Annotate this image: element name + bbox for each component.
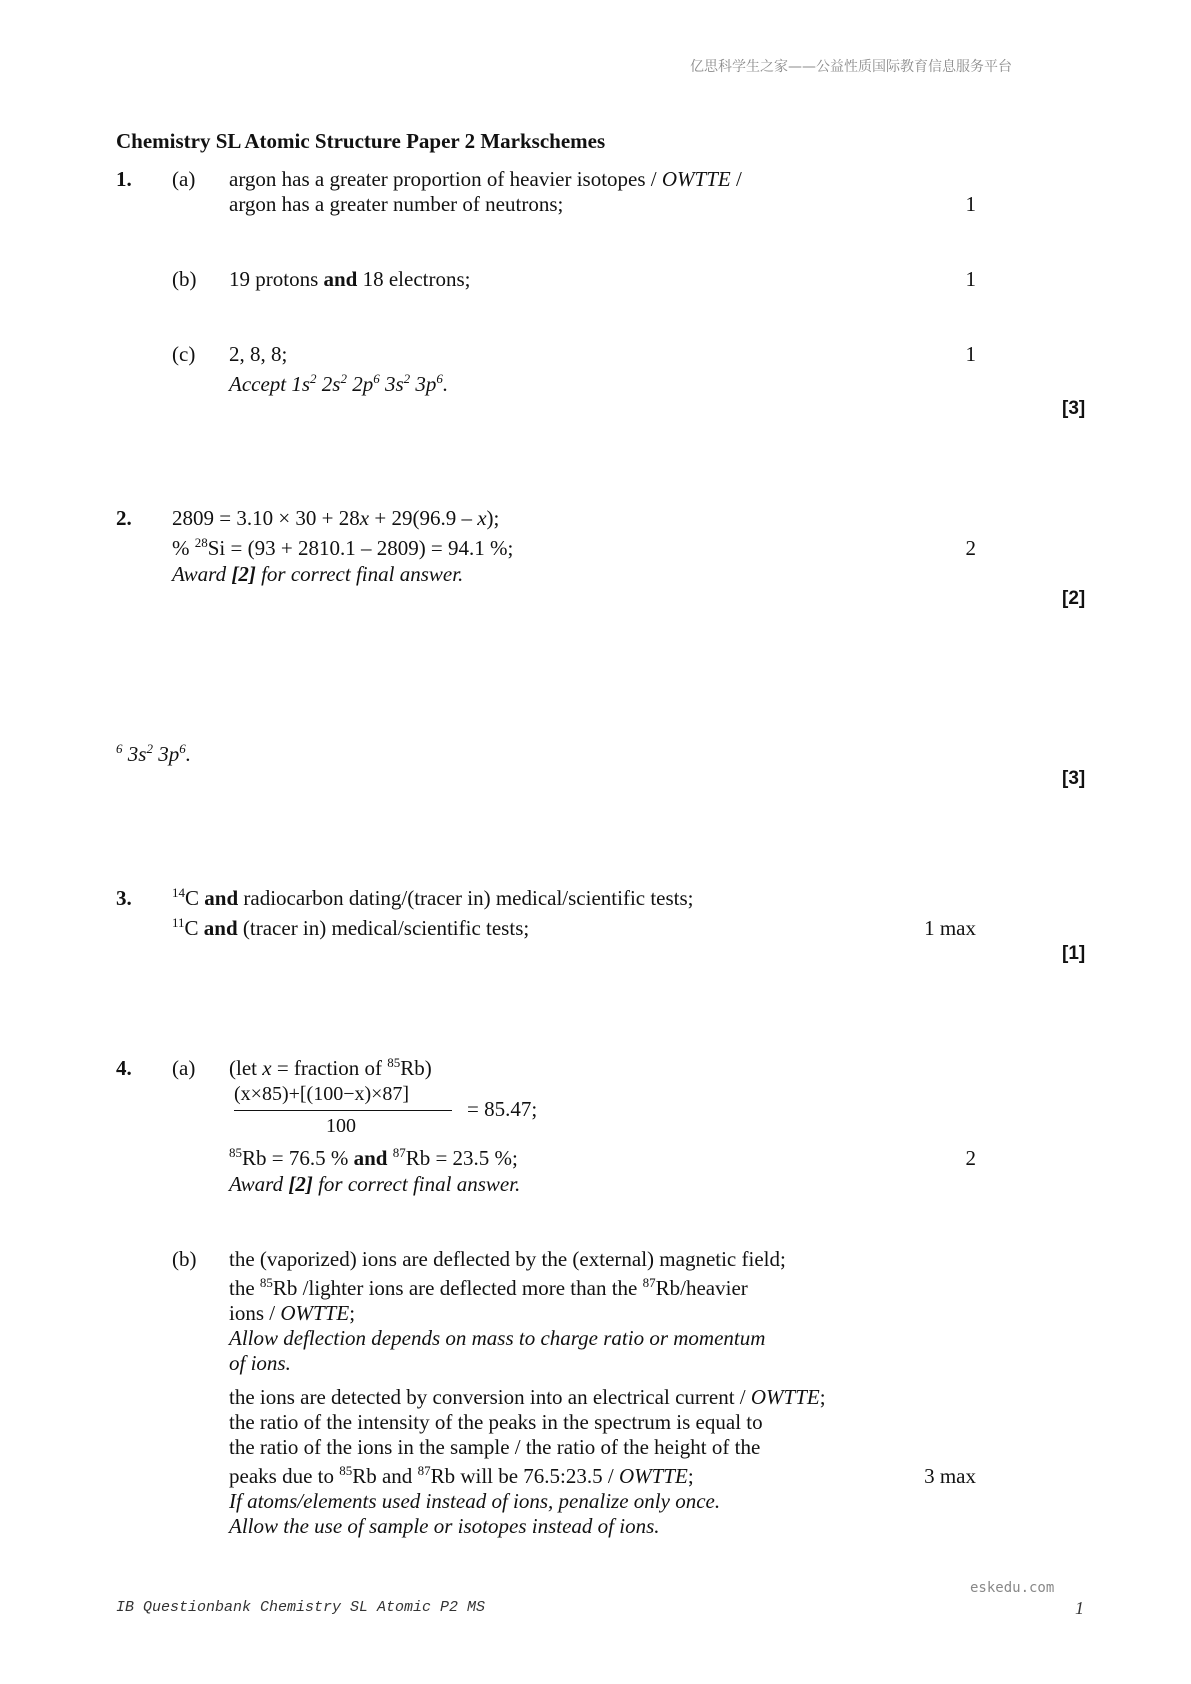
- answer-1a-line2: argon has a greater number of neutrons;: [229, 192, 564, 216]
- fraction-equals: = 85.47;: [467, 1097, 538, 1121]
- mark-3: 1 max: [924, 916, 976, 940]
- answer-4b-line2: the $^{85}$Rb /lighter ions are deflected more than the $^{87}$Rb/heavier: [229, 1275, 748, 1300]
- answer-3-line2: $^{11}$C and (tracer in) medical/scientific tests;: [172, 915, 530, 940]
- answer-4b-p2-line1: the ions are detected by conversion into an electrical current / OWTTE;: [229, 1385, 826, 1409]
- award-note-2: Award [2] for correct final answer.: [172, 562, 464, 586]
- answer-4a-let: (let x = fraction of $^{85}$Rb): [229, 1055, 432, 1080]
- answer-1b: 19 protons and 18 electrons;: [229, 267, 471, 291]
- answer-2-line2: % $^{28}$Si = (93 + 2810.1 – 2809) = 94.1 %;: [172, 535, 514, 560]
- answer-1c: 2, 8, 8;: [229, 342, 288, 366]
- award-note-4a: Award [2] for correct final answer.: [229, 1172, 521, 1196]
- total-marks-fragment: [3]: [1062, 768, 1086, 789]
- brand-watermark: eskedu.com: [970, 1580, 1055, 1596]
- mark-4b: 3 max: [924, 1464, 976, 1488]
- part-label-4b: (b): [172, 1247, 197, 1271]
- total-marks-3: [1]: [1062, 943, 1086, 964]
- mark-2: 2: [965, 536, 976, 560]
- stray-fragment: $^6$ $3s^2$ $3p^6$.: [116, 741, 191, 766]
- page-title: Chemistry SL Atomic Structure Paper 2 Markschemes: [116, 129, 606, 153]
- accept-note-1c: Accept $1s^2$ $2s^2$ $2p^6$ $3s^2$ $3p^6$.: [229, 371, 449, 396]
- note-4b-line2: Allow the use of sample or isotopes instead of ions.: [229, 1514, 660, 1538]
- answer-4b-part1: [229, 1247, 786, 1376]
- answer-4b-line1: the (vaporized) ions are deflected by the (external) magnetic field;: [229, 1247, 786, 1271]
- mark-1b: 1: [965, 267, 976, 291]
- note-4b-line1: If atoms/elements used instead of ions, penalize only once.: [229, 1489, 721, 1513]
- part-label-4a: (a): [172, 1056, 196, 1080]
- answer-2-line1: 2809 = 3.10 × 30 + 28x + 29(96.9 – x);: [172, 506, 500, 530]
- footer-text: IB Questionbank Chemistry SL Atomic P2 MS: [116, 1599, 486, 1616]
- fraction-numerator: (x×85)+[(100−x)×87]: [234, 1083, 410, 1105]
- answer-4a-result: $^{85}$Rb = 76.5 % and $^{87}$Rb = 23.5 %;: [229, 1145, 518, 1170]
- mark-1c: 1: [965, 342, 976, 366]
- question-number-4: 4.: [116, 1056, 132, 1080]
- question-number-3: 3.: [116, 886, 132, 910]
- answer-4b-line3: ions / OWTTE;: [229, 1301, 356, 1325]
- fraction-bar: [234, 1110, 452, 1111]
- total-marks-2: [2]: [1062, 588, 1086, 609]
- answer-4b-p2-line4: peaks due to $^{85}$Rb and $^{87}$Rb will be 76.5:23.5 / OWTTE;: [229, 1463, 694, 1488]
- part-label-1c: (c): [172, 342, 196, 366]
- page-number: 1: [1075, 1598, 1084, 1618]
- answer-3-line1: $^{14}$C and radiocarbon dating/(tracer in) medical/scientific tests;: [172, 885, 694, 910]
- question-number-2: 2.: [116, 506, 132, 530]
- allow-note-4b-line1: Allow deflection depends on mass to charge ratio or momentum: [229, 1326, 766, 1350]
- answer-4b-part2: [229, 1385, 826, 1539]
- answer-4b-p2-line3: the ratio of the ions in the sample / the ratio of the height of the: [229, 1435, 761, 1459]
- site-header: 亿思科学生之家——公益性质国际教育信息服务平台: [690, 59, 1012, 75]
- answer-1a-line1: argon has a greater proportion of heavier isotopes / OWTTE /: [229, 167, 742, 191]
- part-label-1b: (b): [172, 267, 197, 291]
- allow-note-4b-line2: of ions.: [229, 1351, 291, 1375]
- question-number-1: 1.: [116, 167, 132, 191]
- mark-4a: 2: [965, 1146, 976, 1170]
- mark-1a: 1: [965, 192, 976, 216]
- part-label-1a: (a): [172, 167, 196, 191]
- total-marks-1: [3]: [1062, 398, 1086, 419]
- fraction-denominator: 100: [326, 1115, 356, 1137]
- answer-4b-p2-line2: the ratio of the intensity of the peaks in the spectrum is equal to: [229, 1410, 763, 1434]
